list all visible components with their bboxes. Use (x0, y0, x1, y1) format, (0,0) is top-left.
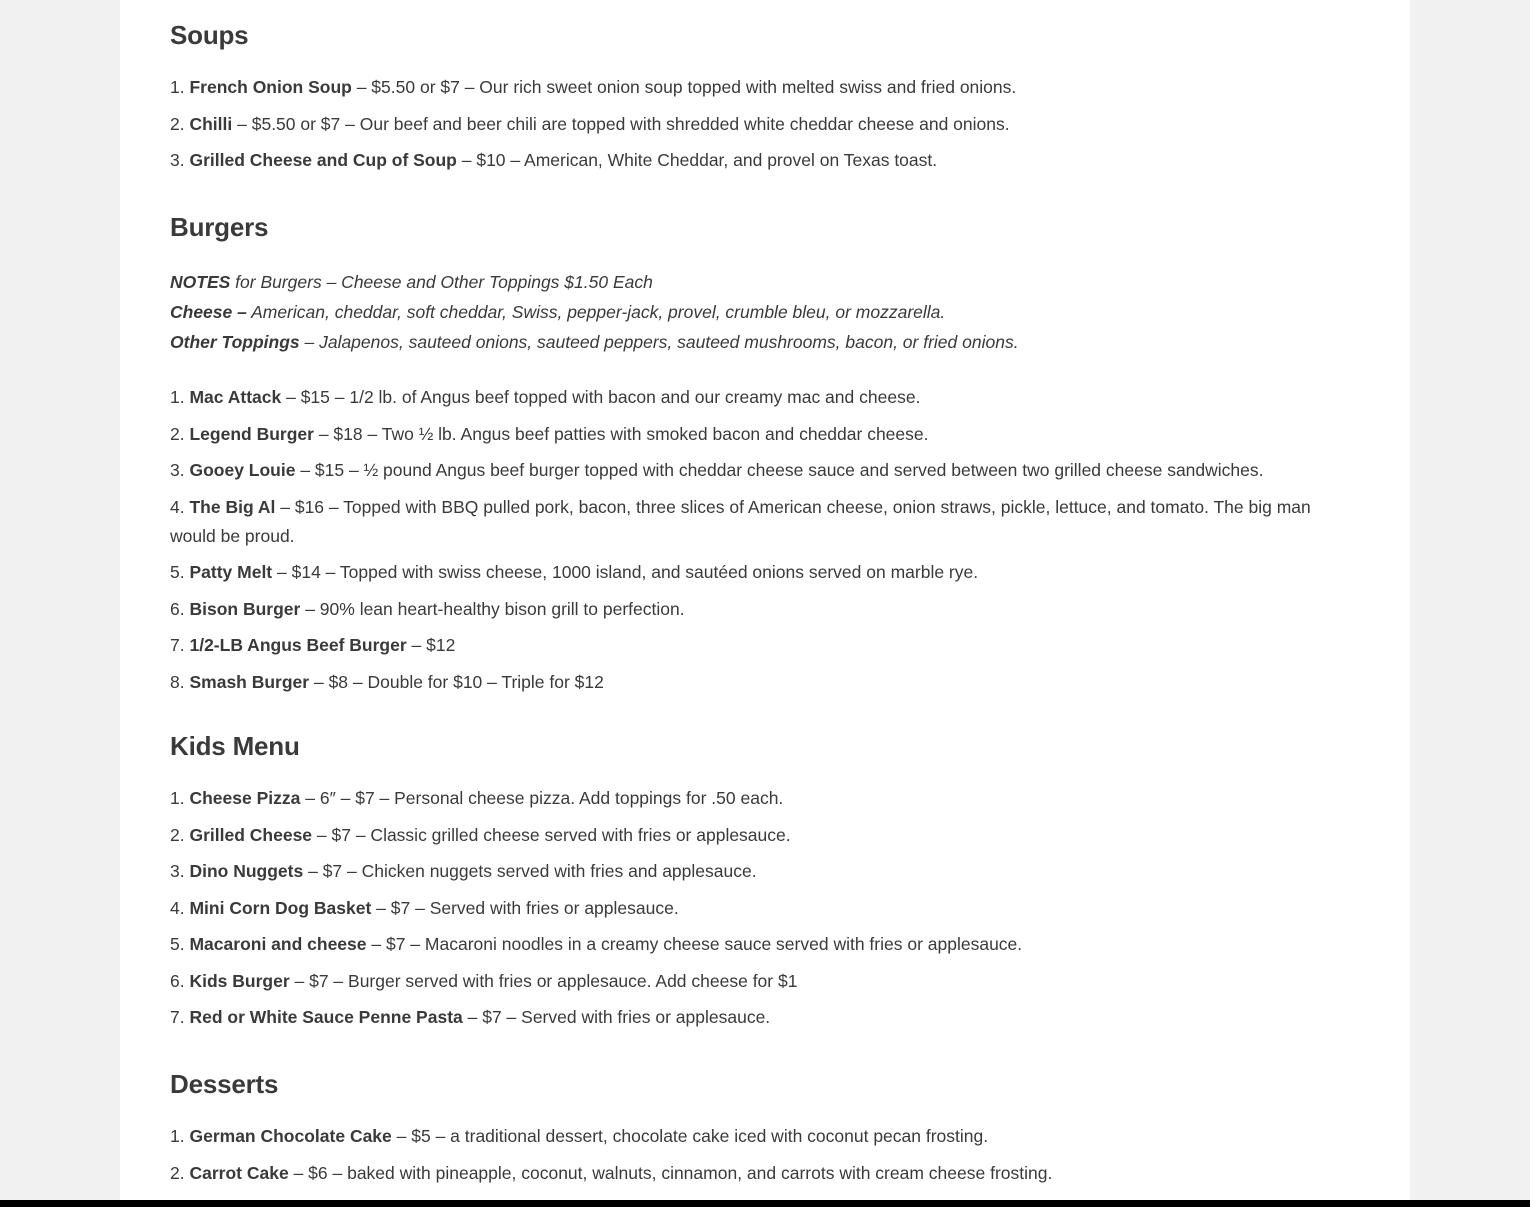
kids-list (170, 784, 1360, 1032)
list-item (170, 784, 1360, 813)
item-description: – 6″ – $7 – Personal cheese pizza. Add toppings for .50 each. (300, 788, 784, 808)
note-text: – Jalapenos, sauteed onions, sauteed peppers, sauteed mushrooms, bacon, or fried onions. (299, 332, 1019, 352)
menu-page (120, 0, 1410, 1200)
item-name: Grilled Cheese (189, 824, 313, 845)
burger-notes (170, 267, 1360, 357)
item-number: 2. (170, 423, 185, 444)
item-name: Bison Burger (189, 598, 301, 619)
item-name: Patty Melt (189, 562, 273, 582)
item-name: Chilli (189, 113, 233, 134)
item-number: 3. (170, 861, 185, 881)
item-number: 7. (170, 1007, 185, 1027)
desserts-heading: Desserts (170, 1069, 279, 1099)
burgers-heading: Burgers (170, 212, 269, 242)
kids-heading: Kids Menu (170, 731, 300, 761)
item-description: – $7 – Served with fries or applesauce. (371, 897, 679, 918)
item-number: 1. (170, 77, 185, 97)
bottom-bar (0, 1200, 1530, 1207)
item-number: 4. (170, 897, 185, 918)
desserts-section (170, 1066, 1360, 1195)
item-number: 6. (170, 598, 185, 619)
item-description: – $14 – Topped with swiss cheese, 1000 island, and sautéed onions served on marble rye. (272, 562, 979, 582)
item-description: – 90% lean heart-healthy bison grill to perfection. (300, 598, 685, 619)
item-description: – $12 (406, 635, 456, 655)
list-item (170, 894, 1360, 923)
item-description: – $7 – Classic grilled cheese served with fries or applesauce. (312, 824, 791, 845)
burger-note (170, 327, 1360, 357)
item-name: French Onion Soup (189, 77, 352, 97)
item-description: – $5.50 or $7 – Our rich sweet onion soup topped with melted swiss and fried onions. (351, 77, 1017, 97)
burger-note (170, 267, 1360, 297)
list-item (170, 930, 1360, 959)
list-item (170, 821, 1360, 850)
list-item (170, 631, 1360, 660)
item-description: – $5.50 or $7 – Our beef and beer chili are topped with shredded white cheddar cheese and onions. (232, 113, 1010, 134)
item-number: 8. (170, 671, 185, 692)
item-description: – $16 – Topped with BBQ pulled pork, bacon, three slices of American cheese, onion straws, pickle, lettuce, and tomato. The big man would be proud. (170, 496, 1311, 546)
item-name: German Chocolate Cake (189, 1126, 392, 1146)
list-item (170, 146, 1360, 175)
list-item (170, 1003, 1360, 1032)
list-item (170, 420, 1360, 449)
item-description: – $6 – baked with pineapple, coconut, walnuts, cinnamon, and carrots with cream cheese frosting. (288, 1162, 1053, 1183)
burger-note (170, 297, 1360, 327)
item-name: Mini Corn Dog Basket (189, 897, 372, 918)
item-description: – $7 – Served with fries or applesauce. (462, 1007, 771, 1027)
item-number: 1. (170, 1126, 185, 1146)
item-number: 3. (170, 460, 185, 480)
note-text: American, cheddar, soft cheddar, Swiss, pepper-jack, provel, crumble bleu, or mozzarella. (246, 302, 946, 322)
item-name: Carrot Cake (189, 1162, 289, 1183)
item-number: 5. (170, 562, 185, 582)
item-number: 7. (170, 635, 185, 655)
item-number: 5. (170, 934, 185, 954)
item-name: Legend Burger (189, 423, 314, 444)
list-item (170, 1159, 1360, 1188)
note-label: Other Toppings (170, 332, 300, 352)
desserts-list (170, 1122, 1360, 1188)
item-description: – $15 – ½ pound Angus beef burger topped with cheddar cheese sauce and served between two grilled cheese sandwiches. (295, 460, 1264, 480)
item-name: Smash Burger (189, 671, 310, 692)
item-number: 2. (170, 1162, 185, 1183)
list-item (170, 967, 1360, 996)
kids-section (170, 728, 1360, 1040)
note-label: NOTES (170, 272, 231, 292)
list-item (170, 73, 1360, 102)
item-description: – $15 – 1/2 lb. of Angus beef topped with bacon and our creamy mac and cheese. (281, 387, 921, 407)
burgers-list (170, 383, 1360, 697)
item-number: 1. (170, 788, 185, 808)
list-item (170, 493, 1360, 551)
list-item (170, 1122, 1360, 1151)
soups-section (170, 17, 1360, 183)
item-name: Grilled Cheese and Cup of Soup (189, 150, 457, 170)
list-item (170, 383, 1360, 412)
item-name: The Big Al (189, 496, 276, 517)
list-item (170, 110, 1360, 139)
item-description: – $10 – American, White Cheddar, and provel on Texas toast. (456, 150, 938, 170)
soups-heading: Soups (170, 20, 249, 50)
list-item (170, 595, 1360, 624)
item-name: Dino Nuggets (189, 861, 304, 881)
item-number: 6. (170, 970, 185, 991)
soups-list (170, 73, 1360, 175)
item-number: 3. (170, 150, 185, 170)
list-item (170, 857, 1360, 886)
item-description: – $5 – a traditional dessert, chocolate cake iced with coconut pecan frosting. (391, 1126, 989, 1146)
item-name: Mac Attack (189, 387, 282, 407)
item-number: 4. (170, 496, 185, 517)
item-description: – $8 – Double for $10 – Triple for $12 (309, 671, 604, 692)
item-name: Gooey Louie (189, 460, 296, 480)
list-item (170, 558, 1360, 587)
list-item (170, 668, 1360, 697)
burgers-section (170, 209, 1360, 704)
item-number: 2. (170, 113, 185, 134)
note-label: Cheese – (170, 302, 247, 322)
item-name: 1/2-LB Angus Beef Burger (189, 635, 407, 655)
item-description: – $7 – Burger served with fries or applesauce. Add cheese for $1 (289, 970, 798, 991)
item-name: Macaroni and cheese (189, 934, 367, 954)
item-description: – $7 – Macaroni noodles in a creamy cheese sauce served with fries or applesauce. (366, 934, 1023, 954)
item-number: 2. (170, 824, 185, 845)
note-text: for Burgers – Cheese and Other Toppings $1.50 Each (230, 272, 653, 292)
item-number: 1. (170, 387, 185, 407)
item-name: Kids Burger (189, 970, 290, 991)
item-description: – $18 – Two ½ lb. Angus beef patties with smoked bacon and cheddar cheese. (313, 423, 929, 444)
item-name: Red or White Sauce Penne Pasta (189, 1007, 463, 1027)
item-description: – $7 – Chicken nuggets served with fries and applesauce. (303, 861, 757, 881)
list-item (170, 456, 1360, 485)
item-name: Cheese Pizza (189, 788, 301, 808)
